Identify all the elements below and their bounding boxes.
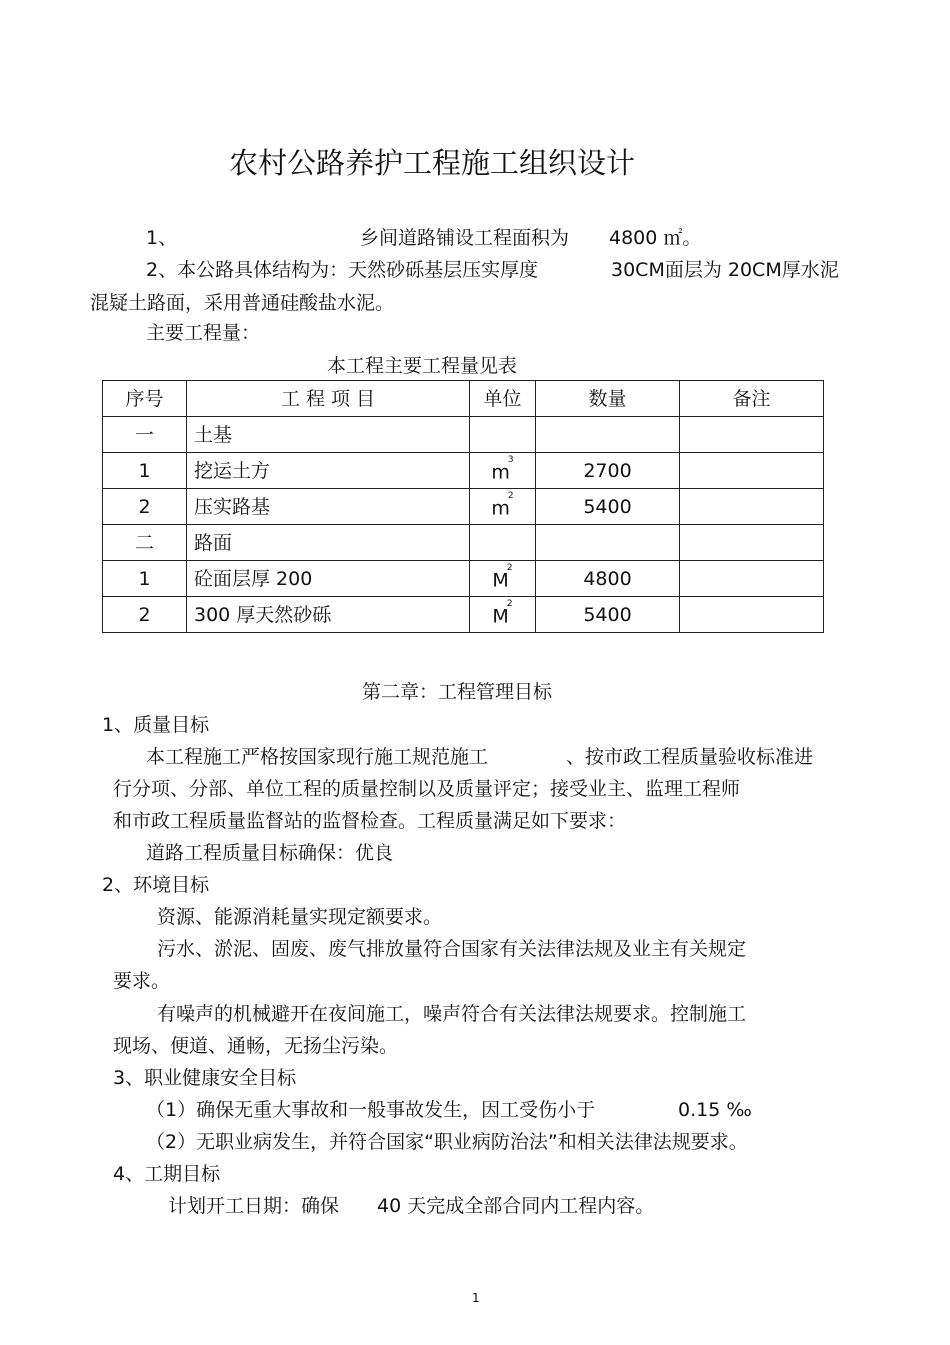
intro-p2-line2: 混疑土路面，采用普通硅酸盐水泥。 <box>90 292 395 314</box>
intro-p3: 主要工程量： <box>146 322 261 344</box>
cell-unit <box>470 561 536 597</box>
table-row <box>103 525 824 561</box>
table-caption: 本工程主要工程量见表 <box>327 355 518 377</box>
chapter-heading: 第二章：工程管理目标 <box>362 681 553 703</box>
cell-unit <box>470 597 536 633</box>
quality-goal-line1: 本工程施工严格按国家现行施工规范施工 <box>146 746 489 768</box>
cell-unit <box>470 453 536 489</box>
table-row <box>103 417 824 453</box>
quality-goal-line2: 行分项、分部、单位工程的质量控制以及质量评定；接受业主、监理工程师 <box>113 778 741 800</box>
environment-goal-line2: 污水、淤泥、固废、废气排放量符合国家有关法律法规及业主有关规定 <box>157 938 747 960</box>
environment-goal-line1: 资源、能源消耗量实现定额要求。 <box>157 906 443 928</box>
safety-goal-line2: （2）无职业病发生，并符合国家“职业病防治法”和相关法律法规要求。 <box>146 1131 748 1153</box>
cell-unit <box>470 417 536 453</box>
page-number: 1 <box>472 1291 480 1305</box>
unit-text: M <box>492 605 509 628</box>
cell-qty: 2700 <box>536 453 680 489</box>
cell-unit <box>470 525 536 561</box>
unit-superscript: 2 <box>507 490 514 501</box>
quality-goal-line1b: 、按市政工程质量验收标准进 <box>566 746 814 768</box>
cell-no: 一 <box>103 417 187 453</box>
safety-goal-line1: （1）确保无重大事故和一般事故发生，因工受伤小于 <box>146 1099 596 1121</box>
quality-goal-line4: 道路工程质量目标确保：优良 <box>146 842 394 864</box>
cell-qty: 4800 <box>536 561 680 597</box>
environment-goal-line5: 现场、便道、通畅，无扬尘污染。 <box>113 1035 399 1057</box>
cell-note <box>680 417 824 453</box>
unit-text: M <box>492 569 509 592</box>
cell-unit <box>470 489 536 525</box>
cell-qty <box>536 525 680 561</box>
quality-goal-line3: 和市政工程质量监督站的监督检查。工程质量满足如下要求： <box>113 810 627 832</box>
quality-goal-title: 1、质量目标 <box>102 714 210 736</box>
cell-no: 1 <box>103 453 187 489</box>
schedule-goal-title: 4、工期目标 <box>113 1163 221 1185</box>
schedule-goal-line1b: 40 天完成全部合同内工程内容。 <box>377 1195 655 1217</box>
table-row <box>103 489 824 525</box>
intro-p1-value: 4800 ㎡。 <box>609 227 702 249</box>
cell-item: 压实路基 <box>187 489 470 525</box>
table-row <box>103 453 824 489</box>
cell-qty <box>536 417 680 453</box>
intro-p2-line1: 2、本公路具体结构为：天然砂砾基层压实厚度 <box>146 259 539 281</box>
cell-note <box>680 561 824 597</box>
unit-text: m <box>491 497 510 520</box>
safety-goal-line1-value: 0.15 ‰ <box>678 1099 752 1121</box>
intro-p1-number: 1、 <box>146 227 178 249</box>
header-qty: 数量 <box>536 381 680 417</box>
environment-goal-title: 2、环境目标 <box>102 874 210 896</box>
cell-item: 路面 <box>187 525 470 561</box>
intro-p1-text: 乡间道路铺设工程面积为 <box>360 227 570 249</box>
document-title: 农村公路养护工程施工组织设计 <box>229 146 636 180</box>
cell-no: 二 <box>103 525 187 561</box>
cell-note <box>680 489 824 525</box>
cell-qty: 5400 <box>536 489 680 525</box>
cell-qty: 5400 <box>536 597 680 633</box>
unit-text: m <box>491 461 510 484</box>
cell-note <box>680 453 824 489</box>
unit-superscript: 3 <box>507 454 514 465</box>
table-row <box>103 561 824 597</box>
header-unit: 单位 <box>470 381 536 417</box>
schedule-goal-line1a: 计划开工日期：确保 <box>168 1195 340 1217</box>
cell-item: 挖运土方 <box>187 453 470 489</box>
cell-item: 砼面层厚 200 <box>187 561 470 597</box>
unit-superscript: 2 <box>506 562 513 573</box>
cell-no: 1 <box>103 561 187 597</box>
unit-superscript: 2 <box>506 598 513 609</box>
cell-no: 2 <box>103 597 187 633</box>
table-header-row <box>103 381 824 417</box>
header-note: 备注 <box>680 381 824 417</box>
header-item: 工 程 项 目 <box>187 381 470 417</box>
table-row <box>103 597 824 633</box>
safety-goal-title: 3、职业健康安全目标 <box>113 1067 297 1089</box>
quantity-table <box>102 380 824 633</box>
header-no: 序号 <box>103 381 187 417</box>
environment-goal-line3: 要求。 <box>113 970 171 992</box>
cell-note <box>680 525 824 561</box>
cell-no: 2 <box>103 489 187 525</box>
cell-item: 300 厚天然砂砾 <box>187 597 470 633</box>
cell-note <box>680 597 824 633</box>
environment-goal-line4: 有噪声的机械避开在夜间施工，噪声符合有关法律法规要求。控制施工 <box>157 1003 747 1025</box>
intro-p2-line1-values: 30CM面层为 20CM厚水泥 <box>611 259 839 281</box>
cell-item: 土基 <box>187 417 470 453</box>
